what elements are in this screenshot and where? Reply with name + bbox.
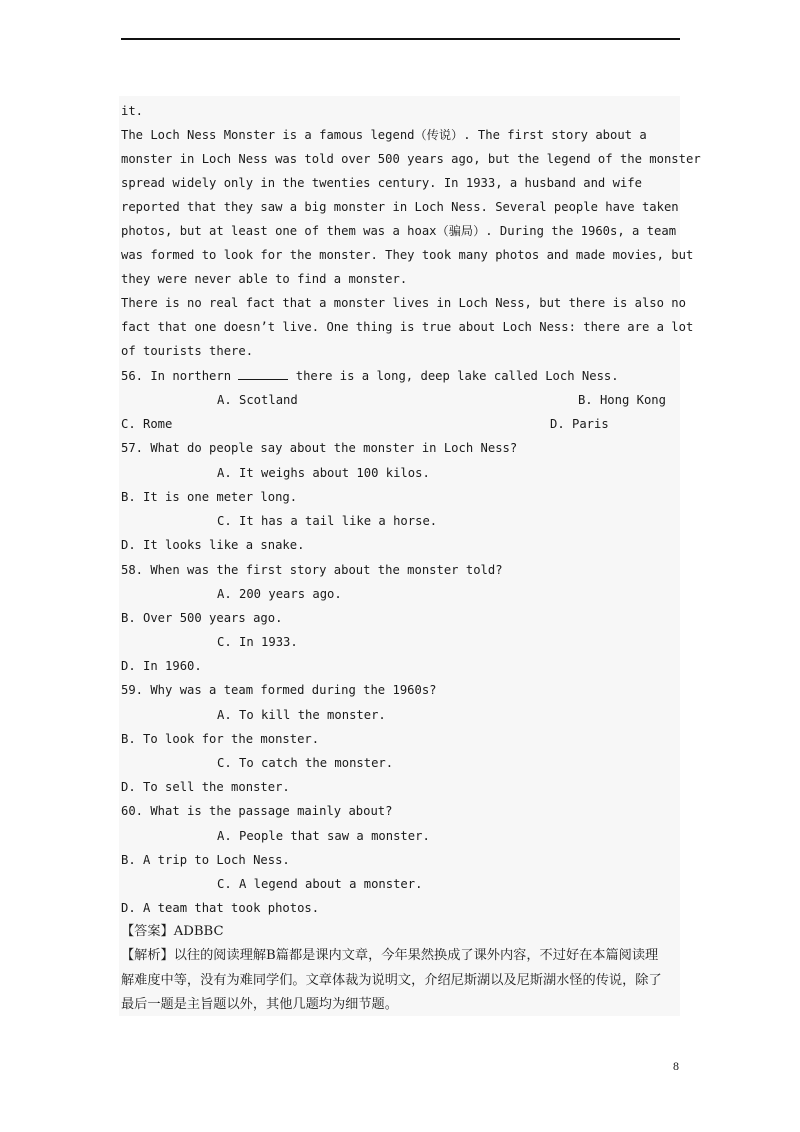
question-58-option-b: B. Over 500 years ago. xyxy=(121,611,283,625)
question-56-stem: 56. In northern there is a long, deep lake called Loch Ness. xyxy=(121,369,619,383)
question-58-option-a: A. 200 years ago. xyxy=(217,587,342,601)
passage-line: reported that they saw a big monster in Loch Ness. Several people have taken xyxy=(121,200,679,214)
passage-line: monster in Loch Ness was told over 500 years ago, but the legend of the monster xyxy=(121,152,701,166)
question-58-stem: 58. When was the first story about the monster told? xyxy=(121,563,503,577)
passage-line: spread widely only in the twenties century. In 1933, a husband and wife xyxy=(121,176,642,190)
analysis-line: 解难度中等，没有为难同学们。文章体裁为说明文，介绍尼斯湖以及尼斯湖水怪的传说，除了 xyxy=(121,973,662,988)
question-57-option-c: C. It has a tail like a horse. xyxy=(217,514,438,528)
passage-line: it. xyxy=(121,104,144,118)
question-56-option-d: D. Paris xyxy=(550,417,609,431)
header-rule xyxy=(121,38,680,40)
page-number: 8 xyxy=(673,1059,679,1073)
question-58-option-d: D. In 1960. xyxy=(121,659,202,673)
question-59-stem: 59. Why was a team formed during the 1960s? xyxy=(121,683,437,697)
question-60-option-d: D. A team that took photos. xyxy=(121,901,320,915)
question-59-option-d: D. To sell the monster. xyxy=(121,780,290,794)
question-60-option-a: A. People that saw a monster. xyxy=(217,829,430,843)
question-57-stem: 57. What do people say about the monster in Loch Ness? xyxy=(121,441,518,455)
passage-line: photos, but at least one of them was a hoax（骗局）. During the 1960s, a team xyxy=(121,224,677,238)
question-59-option-c: C. To catch the monster. xyxy=(217,756,394,770)
question-60-option-c: C. A legend about a monster. xyxy=(217,877,423,891)
question-57-option-b: B. It is one meter long. xyxy=(121,490,298,504)
passage-line: There is no real fact that a monster lives in Loch Ness, but there is also no xyxy=(121,296,686,310)
passage-line: fact that one doesn’t live. One thing is true about Loch Ness: there are a lot xyxy=(121,320,694,334)
answer-label: 【答案】 xyxy=(121,924,174,939)
question-56-option-a: A. Scotland xyxy=(217,393,298,407)
passage-line: was formed to look for the monster. They took many photos and made movies, but xyxy=(121,248,694,262)
question-56-option-b: B. Hong Kong xyxy=(577,393,666,407)
question-58-option-c: C. In 1933. xyxy=(217,635,298,649)
question-56-option-c: C. Rome xyxy=(121,417,173,431)
passage-line: The Loch Ness Monster is a famous legend（传说）. The first story about a xyxy=(121,128,647,142)
analysis-line: 【解析】以往的阅读理解B篇都是课内文章，今年果然换成了课外内容，不过好在本篇阅读理 xyxy=(121,948,659,963)
question-60-option-b: B. A trip to Loch Ness. xyxy=(121,853,290,867)
question-57-option-d: D. It looks like a snake. xyxy=(121,538,305,552)
answer-blank xyxy=(238,367,288,380)
question-59-option-a: A. To kill the monster. xyxy=(217,708,386,722)
passage-line: of tourists there. xyxy=(121,344,254,358)
question-57-option-a: A. It weighs about 100 kilos. xyxy=(217,466,430,480)
analysis-line: 最后一题是主旨题以外，其他几题均为细节题。 xyxy=(121,997,398,1012)
question-60-stem: 60. What is the passage mainly about? xyxy=(121,804,393,818)
analysis-label: 【解析】 xyxy=(121,948,174,963)
answer-value: ADBBC xyxy=(173,924,224,939)
question-59-option-b: B. To look for the monster. xyxy=(121,732,320,746)
document-body xyxy=(119,96,701,1016)
answer-line xyxy=(121,923,224,941)
passage-line: they were never able to find a monster. xyxy=(121,272,408,286)
